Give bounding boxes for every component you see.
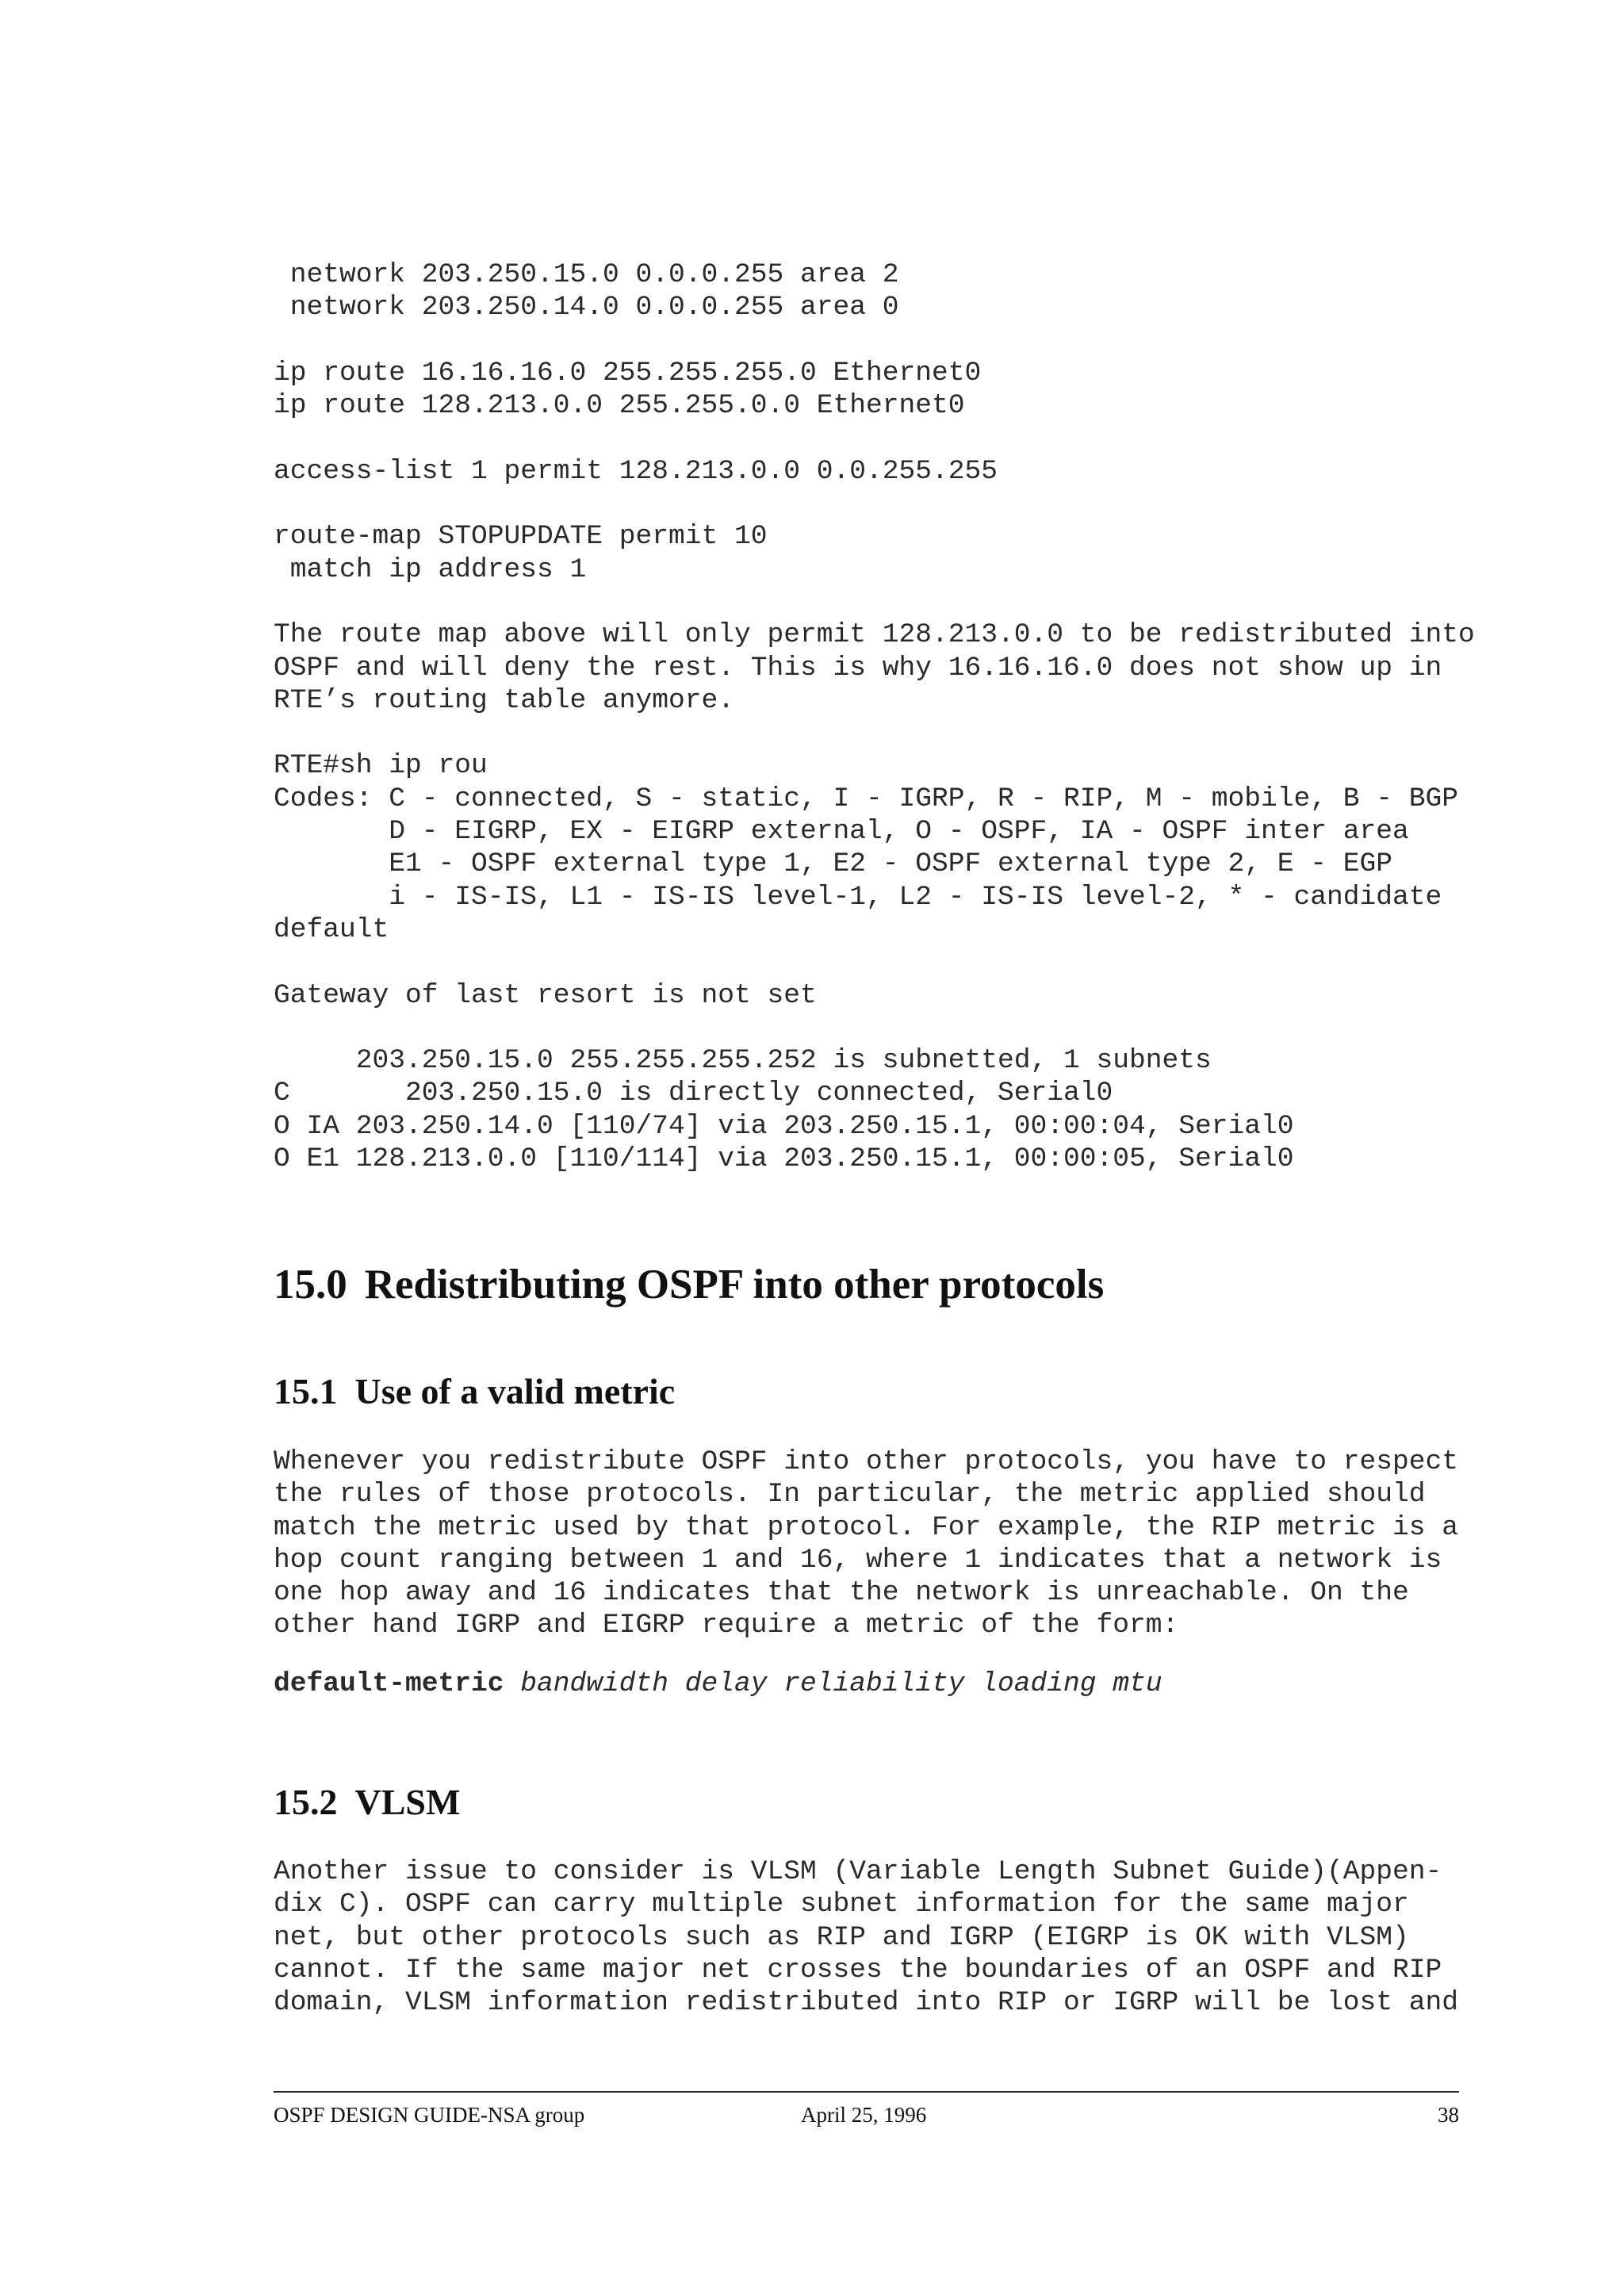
text-line: O IA 203.250.14.0 [110/74] via 203.250.15.1, 00:00:04, Serial0	[274, 1110, 1294, 1142]
section-number: 15.0	[274, 1262, 347, 1308]
text-line: net, but other protocols such as RIP and IGRP (EIGRP is OK with VLSM)	[274, 1921, 1409, 1953]
text-line: match the metric used by that protocol. For example, the RIP metric is a	[274, 1511, 1459, 1543]
text-line: Codes: C - connected, S - static, I - IGRP, R - RIP, M - mobile, B - BGP	[274, 783, 1459, 814]
text-line: Whenever you redistribute OSPF into other protocols, you have to respect	[274, 1446, 1459, 1477]
text-line: dix C). OSPF can carry multiple subnet information for the same major	[274, 1889, 1409, 1921]
text-line: match ip address 1	[274, 553, 587, 585]
section-heading-15-2	[274, 1781, 460, 1823]
text-line: O E1 128.213.0.0 [110/114] via 203.250.15.1, 00:00:05, Serial0	[274, 1143, 1294, 1175]
text-line: RTE’s routing table anymore.	[274, 684, 735, 716]
command-arguments: bandwidth delay reliability loading mtu	[504, 1668, 1162, 1699]
text-line: other hand IGRP and EIGRP require a metric of the form:	[274, 1610, 1179, 1641]
text-line: Another issue to consider is VLSM (Variable Length Subnet Guide)(Appen-	[274, 1856, 1442, 1887]
text-line: cannot. If the same major net crosses the boundaries of an OSPF and RIP	[274, 1954, 1442, 1986]
footer-divider	[274, 2091, 1459, 2093]
text-line: network 203.250.14.0 0.0.0.255 area 0	[274, 292, 899, 324]
default-metric-syntax	[274, 1668, 1162, 1700]
text-line: ip route 128.213.0.0 255.255.0.0 Ethernet0	[274, 390, 965, 422]
section-heading-15-1	[274, 1370, 675, 1412]
text-line: C 203.250.15.0 is directly connected, Serial0	[274, 1078, 1113, 1109]
section-title: Use of a valid metric	[354, 1371, 676, 1411]
config-code-block	[274, 259, 1475, 1175]
text-line: Gateway of last resort is not set	[274, 979, 817, 1011]
page-number: 38	[1438, 2103, 1459, 2127]
text-line: The route map above will only permit 128.213.0.0 to be redistributed into	[274, 619, 1475, 651]
text-line: domain, VLSM information redistributed into RIP or IGRP will be lost and	[274, 1987, 1459, 2019]
vlsm-paragraph	[274, 1855, 1458, 2019]
text-line: the rules of those protocols. In particular, the metric applied should	[274, 1479, 1426, 1511]
section-number: 15.2	[274, 1782, 338, 1822]
text-line: default	[274, 913, 389, 945]
text-line: access-list 1 permit 128.213.0.0 0.0.255.255	[274, 455, 998, 487]
section-title: Redistributing OSPF into other protocols	[364, 1262, 1105, 1308]
section-heading-15-0	[274, 1261, 1104, 1308]
text-line: i - IS-IS, L1 - IS-IS level-1, L2 - IS-IS level-2, * - candidate	[274, 881, 1442, 913]
text-line: ip route 16.16.16.0 255.255.255.0 Ethernet0	[274, 357, 982, 389]
text-line: D - EIGRP, EX - EIGRP external, O - OSPF, IA - OSPF inter area	[274, 816, 1409, 848]
text-line: E1 - OSPF external type 1, E2 - OSPF external type 2, E - EGP	[274, 848, 1393, 880]
text-line: route-map STOPUPDATE permit 10	[274, 521, 768, 553]
section-number: 15.1	[274, 1371, 338, 1411]
text-line: OSPF and will deny the rest. This is why 16.16.16.0 does not show up in	[274, 652, 1442, 684]
text-line: hop count ranging between 1 and 16, where 1 indicates that a network is	[274, 1544, 1442, 1576]
text-line: network 203.250.15.0 0.0.0.255 area 2	[274, 259, 899, 290]
text-line: RTE#sh ip rou	[274, 750, 488, 782]
text-line: 203.250.15.0 255.255.255.252 is subnetted, 1 subnets	[274, 1045, 1212, 1077]
metric-paragraph	[274, 1446, 1458, 1642]
text-line: one hop away and 16 indicates that the network is unreachable. On the	[274, 1577, 1409, 1609]
footer-date: April 25, 1996	[801, 2103, 927, 2127]
section-title: VLSM	[354, 1782, 461, 1822]
footer-title: OSPF DESIGN GUIDE-NSA group	[274, 2103, 585, 2127]
command-keyword: default-metric	[274, 1668, 504, 1699]
